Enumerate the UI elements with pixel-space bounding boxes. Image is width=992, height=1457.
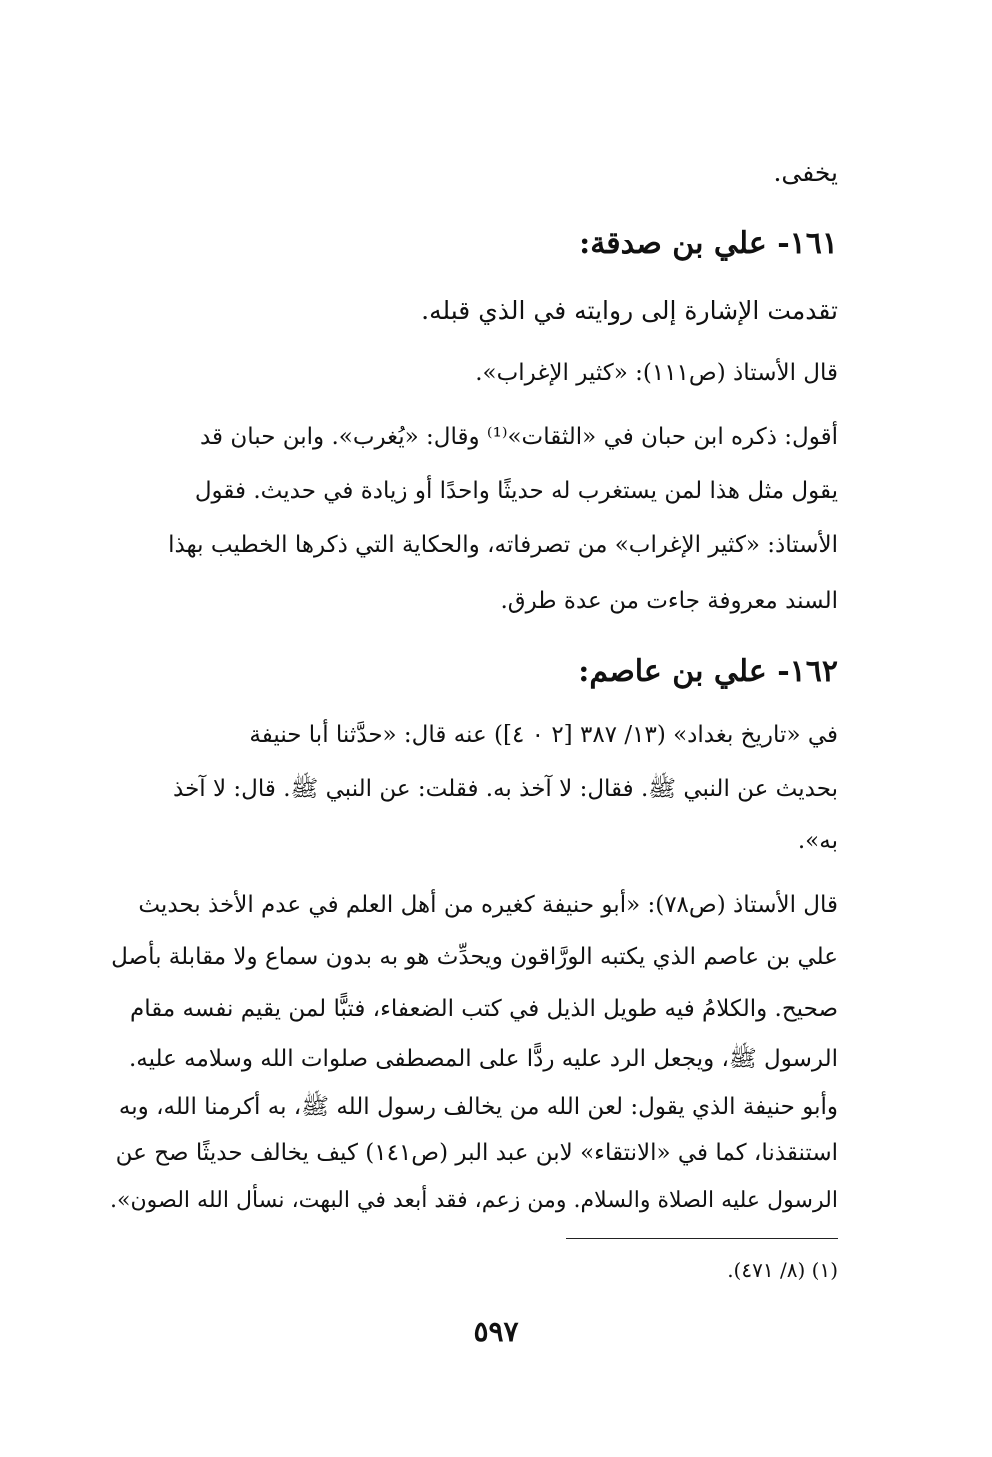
entry-162-line: استنقذنا، كما في «الانتقاء» لابن عبد البر (ص١٤١) كيف يخالف حديثًا صح عن — [115, 1140, 838, 1166]
entry-162-line: قال الأستاذ (ص٧٨): «أبو حنيفة كغيره من أهل العلم في عدم الأخذ بحديث — [138, 892, 838, 918]
entry-161-line: تقدمت الإشارة إلى روايته في الذي قبله. — [421, 296, 838, 325]
entry-161-line: السند معروفة جاءت من عدة طرق. — [500, 588, 838, 614]
entry-161-line: قال الأستاذ (ص١١١): «كثير الإغراب». — [475, 360, 838, 386]
entry-161-heading: ١٦١- علي بن صدقة: — [579, 226, 838, 261]
entry-162-line: وأبو حنيفة الذي يقول: لعن الله من يخالف رسول الله ﷺ، به أكرمنا الله، وبه — [118, 1094, 838, 1120]
entry-162-line: الرسول ﷺ، ويجعل الرد عليه ردًّا على المصطفى صلوات الله وسلامه عليه. — [128, 1046, 838, 1072]
entry-162-heading: ١٦٢- علي بن عاصم: — [578, 654, 838, 689]
entry-161-line: أقول: ذكره ابن حبان في «الثقات»⁽¹⁾ وقال: «يُغرب». وابن حبان قد — [199, 424, 838, 450]
entry-161-line: يقول مثل هذا لمن يستغرب له حديثًا واحدًا أو زيادة في حديث. فقول — [194, 478, 838, 504]
entry-162-line: في «تاريخ بغداد» (١٣/ ٣٨٧ [٢ ٠ ٤]) عنه قال: «حدَّثنا أبا حنيفة — [249, 722, 838, 748]
book-page: يخفى. ١٦١- علي بن صدقة: تقدمت الإشارة إلى روايته في الذي قبله. قال الأستاذ (ص١١١): «كثير الإغراب». أقول: ذكره ابن حبان في «الثقات»⁽¹⁾ وقال: «يُغرب». وابن حبان قد يقول مثل هذا لمن يستغرب له حديثًا واحدًا أو زيادة في حديث. فقول الأستاذ: «كثير الإغراب» من تصرفاته، والحكاية التي ذكرها الخطيب بهذا السند معروفة جاءت من عدة طرق. ١٦٢- علي بن عاصم: في «تاريخ بغداد» (١٣/ ٣٨٧ [٢ ٠ ٤]) عنه قال: «حدَّثنا أبا حنيفة بحديث عن النبي ﷺ. فقال: لا آخذ به. فقلت: عن النبي ﷺ. قال: لا آخذ به». قال الأستاذ (ص٧٨): «أبو حنيفة كغيره من أهل العلم في عدم الأخذ بحديث علي بن عاصم الذي يكتبه الورَّاقون ويحدِّث هو به بدون سماع ولا مقابلة بأصل صحيح. والكلامُ فيه طويل الذيل في كتب الضعفاء، فتبًّا لمن يقيم نفسه مقام الرسول ﷺ، ويجعل الرد عليه ردًّا على المصطفى صلوات الله وسلامه عليه. وأبو حنيفة الذي يقول: لعن الله من يخالف رسول الله ﷺ، به أكرمنا الله، وبه استنقذنا، كما في «الانتقاء» لابن عبد البر (ص١٤١) كيف يخالف حديثًا صح عن الرسول عليه الصلاة والسلام. ومن زعم، فقد أبعد في البهت، نسأل الله الصون». (١) (٨/ ٤٧١). ٥٩٧ — [0, 0, 992, 1457]
page-number: ٥٩٧ — [473, 1315, 519, 1348]
entry-162-line: الرسول عليه الصلاة والسلام. ومن زعم، فقد أبعد في البهت، نسأل الله الصون». — [110, 1188, 838, 1213]
entry-162-line: بحديث عن النبي ﷺ. فقال: لا آخذ به. فقلت: عن النبي ﷺ. قال: لا آخذ — [173, 776, 838, 802]
footnote: (١) (٨/ ٤٧١). — [727, 1258, 838, 1282]
entry-162-line: علي بن عاصم الذي يكتبه الورَّاقون ويحدِّث هو به بدون سماع ولا مقابلة بأصل — [111, 944, 838, 970]
entry-162-line: به». — [797, 828, 838, 854]
entry-162-line: صحيح. والكلامُ فيه طويل الذيل في كتب الضعفاء، فتبًّا لمن يقيم نفسه مقام — [130, 996, 838, 1022]
entry-161-line: الأستاذ: «كثير الإغراب» من تصرفاته، والحكاية التي ذكرها الخطيب بهذا — [168, 532, 838, 558]
footnote-separator — [566, 1238, 838, 1239]
